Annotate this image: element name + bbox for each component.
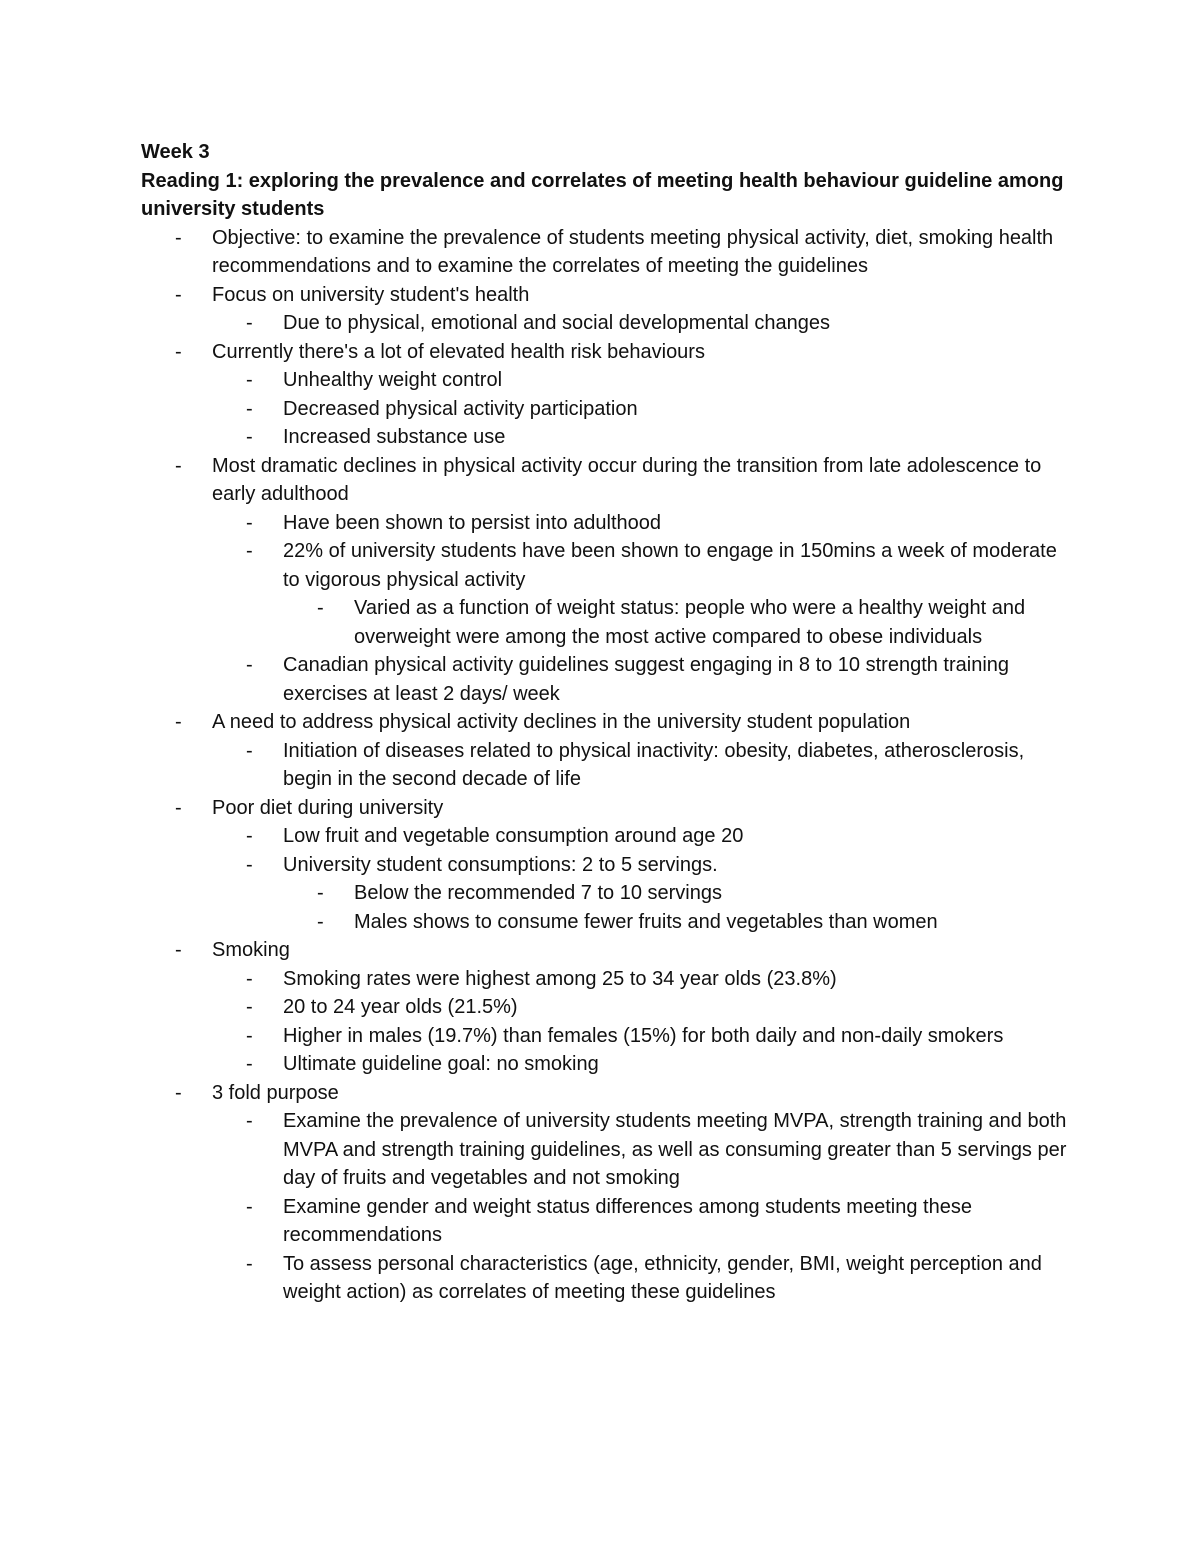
week-heading: Week 3 [141,141,210,163]
dash-bullet: - [246,312,253,334]
list-item [141,452,1071,709]
list-item-text: Decreased physical activity participation [283,397,638,420]
list-item-text: Examine gender and weight status differences among students meeting these recommendations [283,1195,972,1246]
list-item-text: Canadian physical activity guidelines suggest engaging in 8 to 10 strength training exercises at least 2 days/ week [283,654,1010,705]
sub-list-item [212,1050,1071,1079]
list-item-text: Smoking [212,939,290,961]
dash-bullet: - [175,1081,182,1104]
list-item-text: Low fruit and vegetable consumption around age 20 [283,825,744,847]
reading-title: Reading 1: exploring the prevalence and correlates of meeting health behaviour guideline among university students [141,169,1064,220]
document-page [141,138,1071,1307]
list-item-text: Examine the prevalence of university students meeting MVPA, strength training and both MVPA and strength training guidelines, as well as consuming greater than 5 servings per day of fruits and vegetables and not smoking [283,1110,1067,1189]
sub-list-item [212,509,1071,538]
dash-bullet: - [246,1110,253,1132]
list-item-text: Poor diet during university [212,796,444,819]
dash-bullet: - [246,654,253,676]
dash-bullet: - [317,882,324,904]
dash-bullet: - [317,597,324,619]
dash-bullet: - [246,853,253,876]
sub-sub-list-item [283,594,1071,651]
list-item-text: Males shows to consume fewer fruits and vegetables than women [354,910,938,933]
sub-list-item [212,1193,1071,1250]
sub-list-item [212,1022,1071,1051]
dash-bullet: - [246,1053,253,1075]
dash-bullet: - [175,796,182,819]
list-item-text: Most dramatic declines in physical activity occur during the transition from late adolescence to early adulthood [212,454,1042,505]
dash-bullet: - [246,426,253,448]
list-item [141,794,1071,937]
list-item [141,936,1071,1079]
dash-bullet: - [175,454,182,477]
dash-bullet: - [317,910,324,933]
sub-list-item [212,737,1071,794]
nested-list [283,594,1071,651]
dash-bullet: - [246,739,253,762]
list-item-text: 22% of university students have been shown to engage in 150mins a week of moderate to vigorous physical activity [283,540,1057,591]
sub-list-item [212,993,1071,1022]
dash-bullet: - [175,283,182,306]
sub-sub-list-item [283,908,1071,937]
bullet-outline [141,224,1071,1307]
list-item-text: A need to address physical activity declines in the university student population [212,711,911,733]
list-item [141,1079,1071,1307]
dash-bullet: - [175,711,182,733]
dash-bullet: - [246,1252,253,1275]
sub-list-item [212,1250,1071,1307]
sub-list-item [212,651,1071,708]
list-item-text: Below the recommended 7 to 10 servings [354,882,722,904]
nested-list [212,1107,1071,1307]
list-item-text: University student consumptions: 2 to 5 servings. [283,853,718,876]
list-item-text: Initiation of diseases related to physical inactivity: obesity, diabetes, atherosclerosis, begin in the second decade of life [283,739,1025,790]
dash-bullet: - [246,540,253,562]
list-item-text: Ultimate guideline goal: no smoking [283,1053,599,1075]
nested-list [212,822,1071,936]
list-item-text: Higher in males (19.7%) than females (15%) for both daily and non-daily smokers [283,1024,1004,1047]
dash-bullet: - [246,1024,253,1047]
sub-list-item [212,366,1071,395]
list-item-text: 3 fold purpose [212,1081,339,1104]
sub-sub-list-item [283,879,1071,908]
sub-list-item [212,309,1071,338]
sub-list-item [212,1107,1071,1193]
list-item [141,708,1071,794]
dash-bullet: - [175,340,182,363]
sub-list-item [212,965,1071,994]
dash-bullet: - [246,397,253,420]
dash-bullet: - [246,996,253,1018]
dash-bullet: - [246,967,253,990]
list-item-text: Due to physical, emotional and social developmental changes [283,312,831,334]
list-item-text: Have been shown to persist into adulthood [283,511,662,534]
dash-bullet: - [246,1195,253,1218]
list-item-text: Currently there's a lot of elevated health risk behaviours [212,340,705,363]
list-item-text: Varied as a function of weight status: people who were a healthy weight and overweight were among the most active compared to obese individuals [354,597,1026,648]
list-item-text: 20 to 24 year olds (21.5%) [283,996,518,1018]
dash-bullet: - [175,226,182,249]
sub-list-item [212,423,1071,452]
list-item [141,224,1071,281]
nested-list [212,366,1071,452]
sub-list-item [212,851,1071,937]
list-item-text: Increased substance use [283,426,506,448]
dash-bullet: - [175,939,182,961]
nested-list [212,737,1071,794]
sub-list-item [212,537,1071,651]
dash-bullet: - [246,511,253,534]
sub-list-item [212,822,1071,851]
list-item-text: To assess personal characteristics (age, ethnicity, gender, BMI, weight perception and weight action) as correlates of meeting these guidelines [283,1252,1042,1303]
dash-bullet: - [246,369,253,391]
list-item [141,281,1071,338]
list-item-text: Focus on university student's health [212,283,530,306]
sub-list-item [212,395,1071,424]
list-item-text: Smoking rates were highest among 25 to 34 year olds (23.8%) [283,967,837,990]
list-item [141,338,1071,452]
nested-list [212,509,1071,709]
dash-bullet: - [246,825,253,847]
nested-list [283,879,1071,936]
list-item-text: Unhealthy weight control [283,369,503,391]
nested-list [212,965,1071,1079]
nested-list [212,309,1071,338]
list-item-text: Objective: to examine the prevalence of students meeting physical activity, diet, smoking health recommendations and to examine the correlates of meeting the guidelines [212,226,1054,277]
